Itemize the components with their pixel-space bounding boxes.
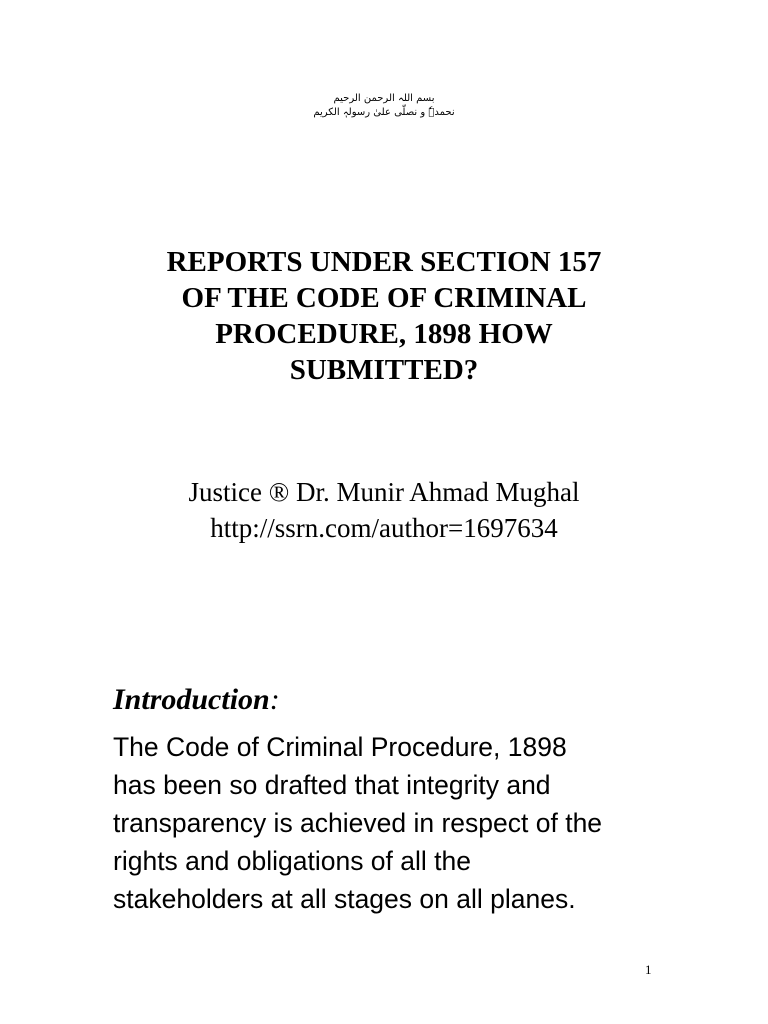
introduction-paragraph bbox=[113, 728, 693, 918]
introduction-heading-text: Introduction bbox=[113, 683, 270, 716]
intro-line-2: has been so drafted that integrity and bbox=[113, 770, 551, 800]
document-title bbox=[100, 244, 668, 388]
intro-line-4: rights and obligations of all the bbox=[113, 846, 471, 876]
author-name: Justice ® Dr. Munir Ahmad Mughal bbox=[188, 477, 580, 507]
title-line-1: REPORTS UNDER SECTION 157 bbox=[166, 246, 602, 278]
intro-line-1: The Code of Criminal Procedure, 1898 bbox=[113, 732, 567, 762]
title-line-4: SUBMITTED? bbox=[289, 354, 479, 386]
bismillah-line-1: بسم اللہ الرحمن الرحیم bbox=[333, 93, 435, 104]
introduction-heading-colon: : bbox=[269, 683, 280, 716]
intro-line-5: stakeholders at all stages on all planes. bbox=[113, 884, 576, 914]
title-line-2: OF THE CODE OF CRIMINAL bbox=[181, 282, 587, 314]
title-line-3: PROCEDURE, 1898 HOW bbox=[215, 318, 553, 350]
page-number: 1 bbox=[645, 962, 652, 977]
introduction-heading bbox=[113, 682, 280, 718]
author-url: http://ssrn.com/author=1697634 bbox=[210, 513, 558, 543]
author-block bbox=[80, 474, 688, 546]
bismillah-line-2: نحمدہٗ و نصلّی علیٰ رسولہٖ الکریم bbox=[313, 107, 455, 118]
bismillah-header bbox=[0, 92, 768, 120]
intro-line-3: transparency is achieved in respect of the bbox=[113, 808, 603, 838]
